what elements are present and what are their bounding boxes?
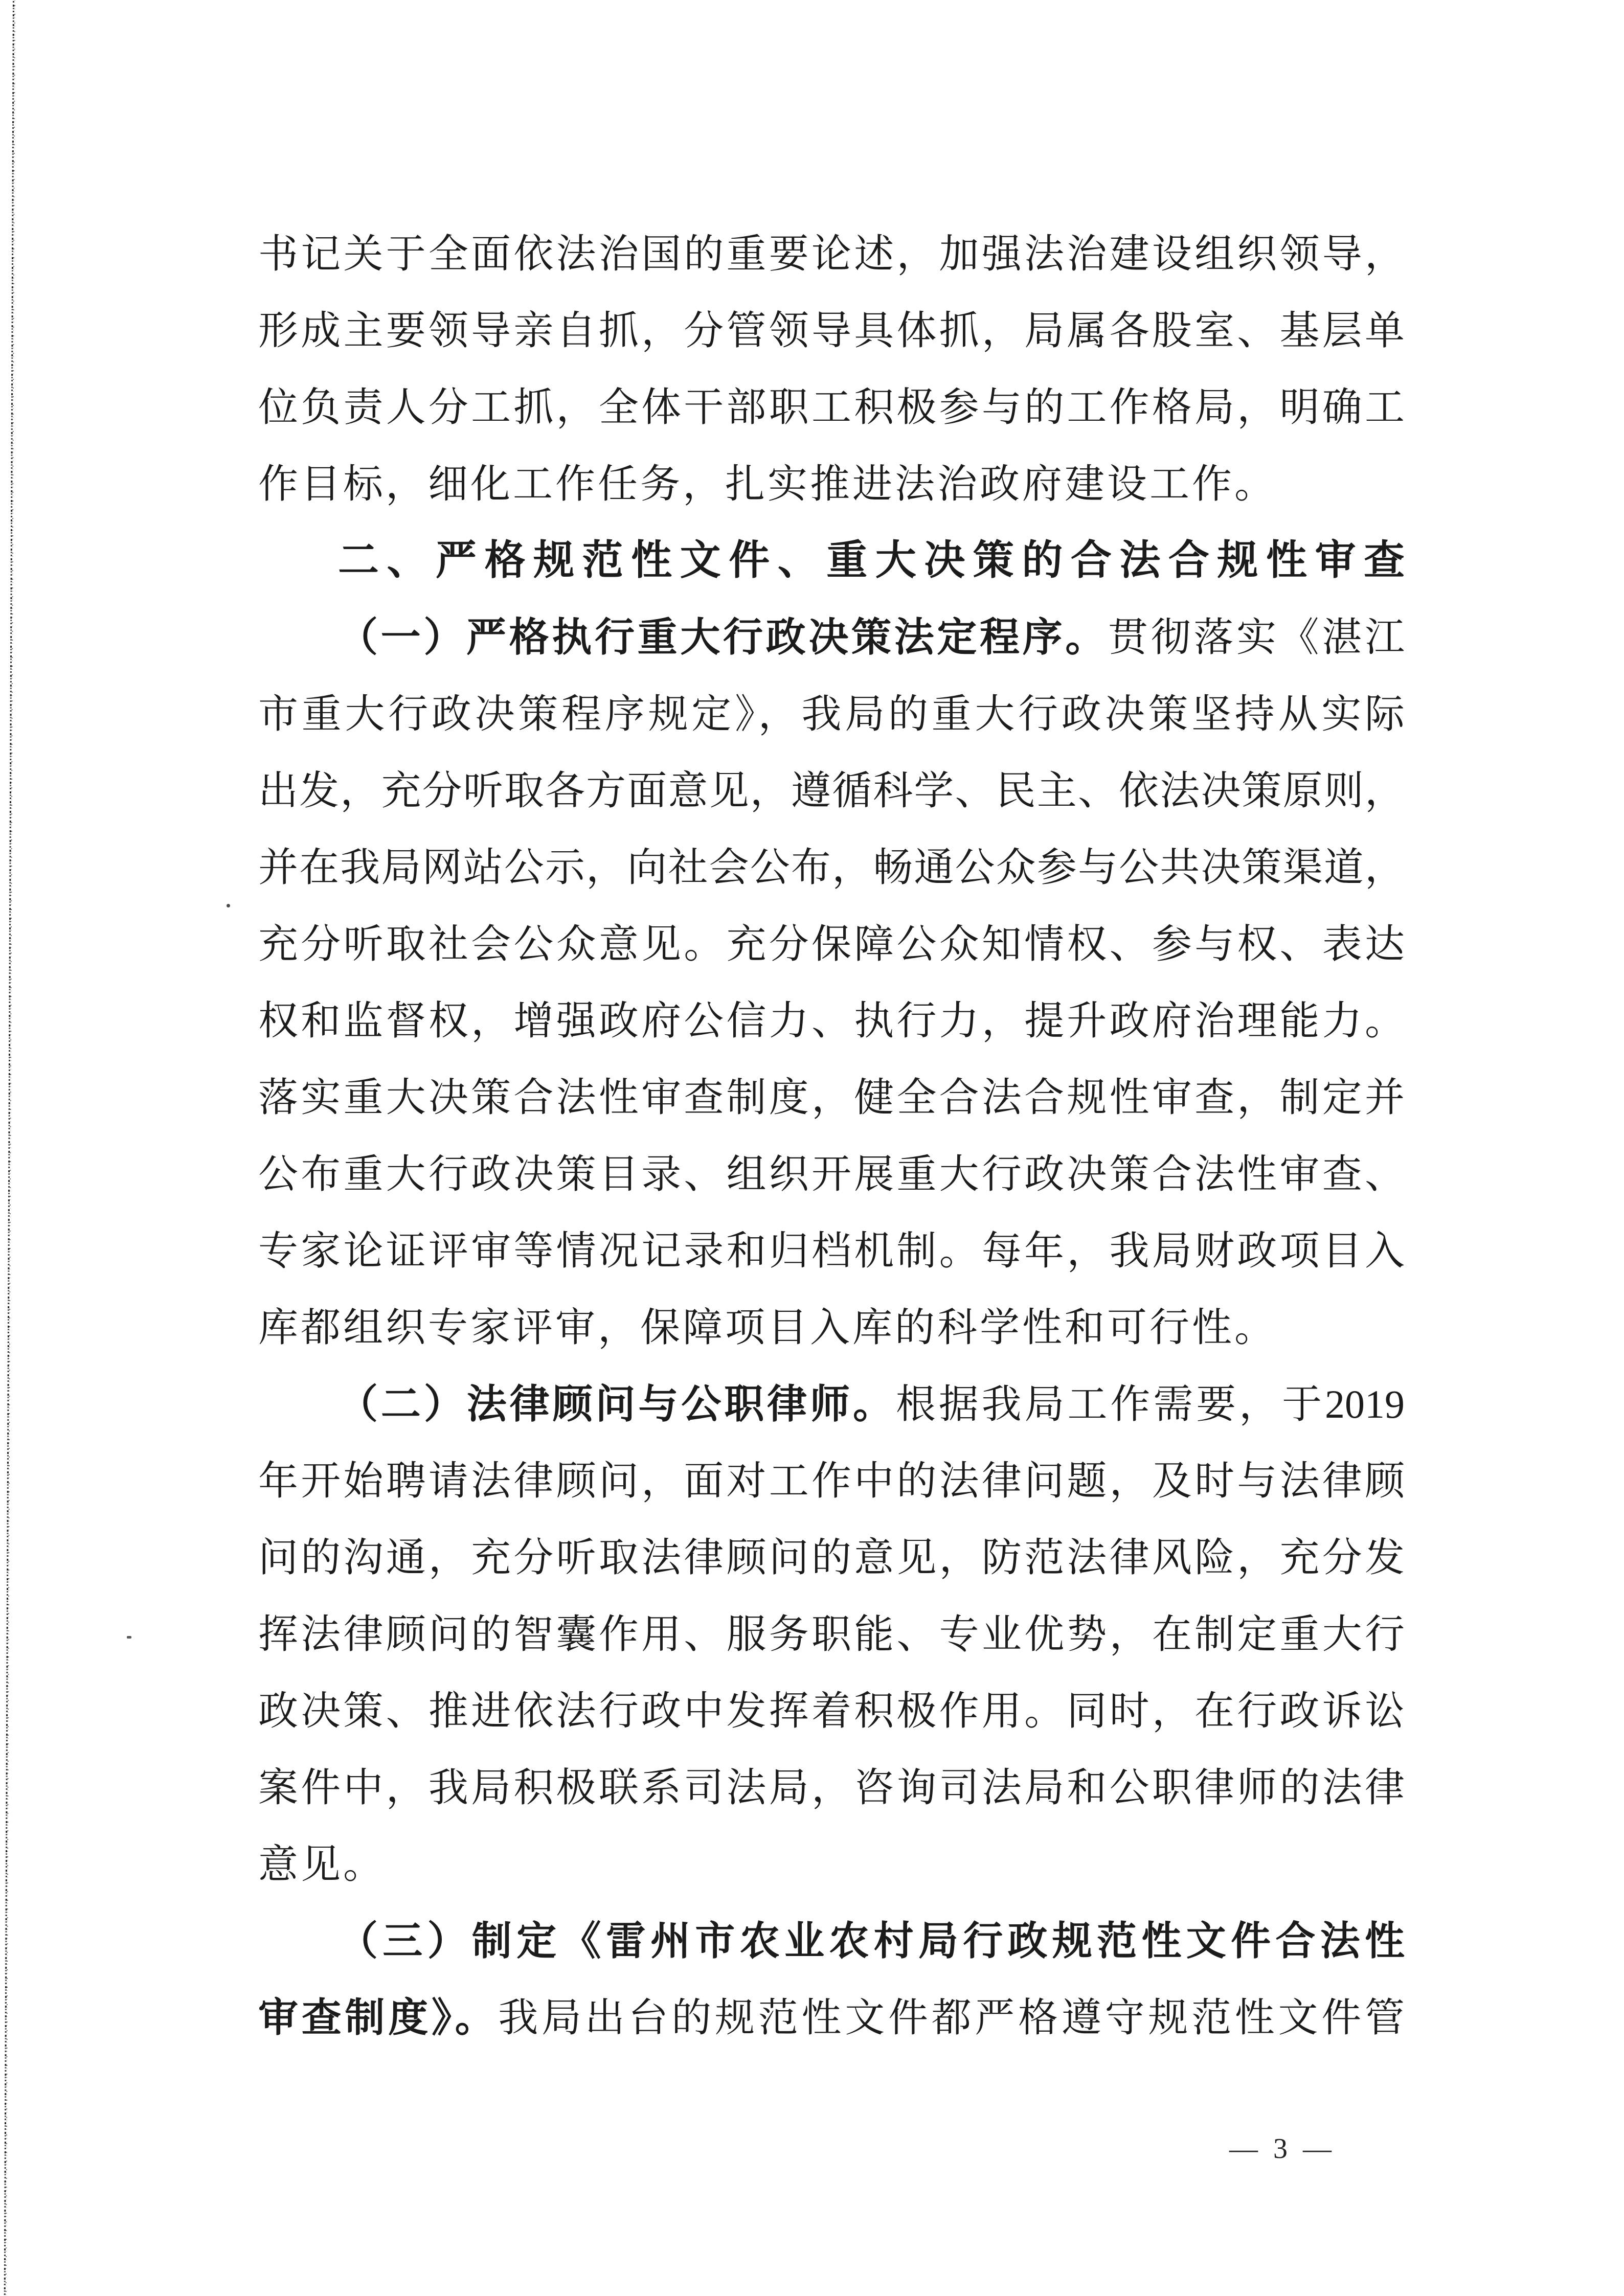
text-line: [258, 906, 1405, 983]
text-segment: 公布重大行政决策目录、组织开展重大行政决策合法性审查、: [258, 1152, 1405, 1196]
text-segment: 根据我局工作需要，于2019: [895, 1382, 1405, 1426]
text-segment: 并在我局网站公示，向社会公布，畅通公众参与公共决策渠道，: [258, 845, 1405, 890]
text-segment: 落实重大决策合法性审查制度，健全合法合规性审查，制定并: [258, 1075, 1405, 1120]
text-line: [258, 1749, 1405, 1826]
text-line: [258, 1826, 1405, 1903]
text-segment: 我局出台的规范性文件都严格遵守规范性文件管: [498, 1995, 1405, 2040]
text-line: [258, 1443, 1405, 1519]
text-line: [258, 1366, 1405, 1443]
document-body-text: [258, 216, 1405, 2056]
text-line: [258, 1289, 1405, 1366]
text-segment: 挥法律顾问的智囊作用、服务职能、专业优势，在制定重大行: [258, 1612, 1405, 1656]
bold-text-segment: 审查制度》。: [258, 1995, 499, 2040]
text-segment: 政决策、推进依法行政中发挥着积极作用。同时，在行政诉讼: [258, 1689, 1405, 1733]
text-line: [258, 599, 1405, 676]
text-segment: 年开始聘请法律顾问，面对工作中的法律问题，及时与法律顾: [258, 1459, 1405, 1503]
text-line: [258, 983, 1405, 1059]
text-line: [258, 1980, 1405, 2056]
bold-text-segment: （三）制定《雷州市农业农村局行政规范性文件合法性: [338, 1919, 1405, 1963]
text-line: [258, 1213, 1405, 1289]
text-segment: 出发，充分听取各方面意见，遵循科学、民主、依法决策原则，: [258, 768, 1405, 813]
text-line: [258, 1673, 1405, 1749]
text-segment: 书记关于全面依法治国的重要论述，加强法治建设组织领导，: [258, 232, 1405, 276]
scan-edge-artifact: [0, 0, 20, 2296]
text-line: [258, 1059, 1405, 1136]
text-segment: 意见。: [258, 1842, 386, 1886]
text-line: [258, 676, 1405, 753]
text-line: [258, 1596, 1405, 1673]
text-segment: 问的沟通，充分听取法律顾问的意见，防范法律风险，充分发: [258, 1535, 1405, 1580]
text-segment: 案件中，我局积极联系司法局，咨询司法局和公职律师的法律: [258, 1765, 1405, 1810]
text-segment: 市重大行政决策程序规定》，我局的重大行政决策坚持从实际: [258, 692, 1405, 736]
text-segment: 权和监督权，增强政府公信力、执行力，提升政府治理能力。: [258, 998, 1405, 1043]
text-line: [258, 753, 1405, 829]
bold-text-segment: 二、严格规范性文件、重大决策的合法合规性审查: [338, 538, 1405, 583]
page-number: — 3 —: [1229, 2133, 1336, 2165]
text-line: [258, 369, 1405, 446]
text-segment: 作目标，细化工作任务，扎实推进法治政府建设工作。: [258, 462, 1277, 506]
text-line: [258, 446, 1405, 522]
text-line: [258, 1519, 1405, 1596]
text-segment: 贯彻落实《湛江: [1108, 615, 1405, 660]
scan-speck: [127, 1636, 131, 1639]
text-line: [258, 829, 1405, 906]
bold-text-segment: （一）严格执行重大行政决策法定程序。: [338, 615, 1108, 660]
text-line: [258, 1136, 1405, 1213]
text-line: [258, 216, 1405, 292]
text-segment: 充分听取社会公众意见。充分保障公众知情权、参与权、表达: [258, 922, 1405, 966]
text-line: [258, 292, 1405, 369]
text-segment: 位负责人分工抓，全体干部职工积极参与的工作格局，明确工: [258, 385, 1405, 429]
text-segment: 专家论证评审等情况记录和归档机制。每年，我局财政项目入: [258, 1229, 1405, 1273]
text-segment: 形成主要领导亲自抓，分管领导具体抓，局属各股室、基层单: [258, 308, 1405, 353]
text-line: [258, 1903, 1405, 1980]
scan-speck: [227, 904, 230, 907]
bold-text-segment: （二）法律顾问与公职律师。: [338, 1382, 896, 1426]
text-segment: 库都组织专家评审，保障项目入库的科学性和可行性。: [258, 1305, 1277, 1350]
section-heading: [258, 522, 1405, 599]
